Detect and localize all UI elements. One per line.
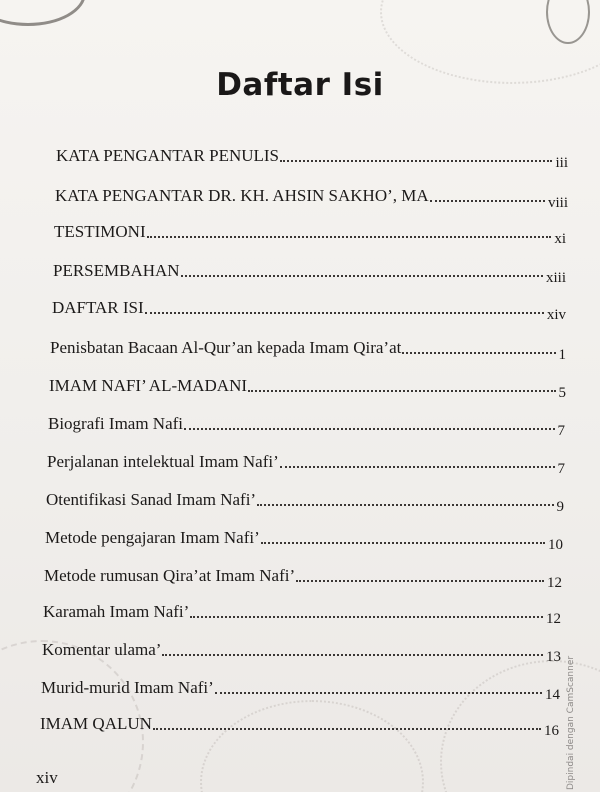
toc-entry — [41, 676, 560, 703]
dot-leader — [162, 654, 543, 656]
toc-entry-page: xi — [554, 231, 566, 247]
toc-entry-label: PERSEMBAHAN — [53, 261, 180, 280]
dot-leader — [181, 275, 543, 277]
toc-entry-page: 13 — [546, 649, 561, 665]
toc-entry-label: Penisbatan Bacaan Al-Qur’an kepada Imam Qira’at — [50, 338, 402, 357]
toc-entry — [40, 712, 559, 739]
toc-entry-page: 9 — [556, 499, 564, 515]
toc-entry — [56, 144, 568, 171]
toc-entry — [43, 600, 561, 627]
dot-leader — [248, 390, 555, 392]
toc-entry-page: 5 — [558, 385, 566, 401]
toc-entry-label: Komentar ulama’ — [42, 640, 162, 659]
toc-entry — [45, 526, 563, 553]
dot-leader — [147, 236, 552, 238]
toc-entry-label: Karamah Imam Nafi’ — [43, 602, 190, 621]
toc-entry — [48, 412, 565, 439]
page-number: xiv — [36, 768, 58, 787]
dot-leader — [280, 160, 552, 162]
toc-entry-page: iii — [555, 155, 568, 171]
dot-leader — [430, 200, 545, 202]
toc-entry — [47, 450, 565, 477]
toc-entry — [50, 336, 566, 363]
dot-leader — [215, 692, 542, 694]
toc-entry-label: KATA PENGANTAR DR. KH. AHSIN SAKHO’, MA — [55, 186, 429, 205]
toc-entry-label: DAFTAR ISI — [52, 298, 144, 317]
dot-leader — [145, 312, 544, 314]
toc-entry-label: Perjalanan intelektual Imam Nafi’ — [47, 452, 279, 471]
toc-entry-label: IMAM NAFI’ AL-MADANI — [49, 376, 248, 395]
scanner-watermark: Dipindai dengan CamScanner — [566, 655, 576, 790]
toc-entry-label: KATA PENGANTAR PENULIS — [56, 146, 280, 165]
toc-entry — [42, 638, 561, 665]
dot-leader — [190, 616, 543, 618]
toc-entry-label: TESTIMONI — [54, 222, 146, 241]
toc-entry-label: Murid-murid Imam Nafi’ — [41, 678, 214, 697]
dot-leader — [153, 728, 541, 730]
toc-entry-page: xiii — [545, 270, 566, 286]
toc-entry-page: 12 — [547, 575, 562, 591]
dot-leader — [261, 542, 545, 544]
dot-leader — [257, 504, 553, 506]
toc-entry-label: Otentifikasi Sanad Imam Nafi’ — [46, 490, 257, 509]
dot-leader — [402, 352, 555, 354]
toc-entry — [46, 488, 564, 515]
toc-entry — [52, 296, 566, 323]
toc-entry — [53, 259, 566, 286]
toc-entry-page: 7 — [557, 461, 565, 477]
toc-entry-page: 10 — [548, 537, 563, 553]
toc-entry-page: xiv — [546, 307, 566, 323]
toc-entry-label: Metode rumusan Qira’at Imam Nafi’ — [44, 566, 296, 585]
toc-entry — [55, 184, 568, 211]
toc-entry-label: IMAM QALUN — [40, 714, 152, 733]
dot-leader — [280, 466, 555, 468]
toc-entry-page: 16 — [544, 723, 559, 739]
toc-entry-page: 14 — [545, 687, 560, 703]
toc-entry-page: 12 — [546, 611, 561, 627]
toc-entry-page: 1 — [558, 347, 566, 363]
toc-entry-label: Metode pengajaran Imam Nafi’ — [45, 528, 260, 547]
page-title: Daftar Isi — [216, 66, 384, 103]
toc-entry — [54, 220, 566, 247]
toc-entry-label: Biografi Imam Nafi — [48, 414, 184, 433]
dot-leader — [184, 428, 554, 430]
toc-entry-page: viii — [547, 195, 568, 211]
toc-entry — [44, 564, 562, 591]
toc-entry — [49, 374, 566, 401]
dot-leader — [296, 580, 544, 582]
toc-entry-page: 7 — [557, 423, 565, 439]
